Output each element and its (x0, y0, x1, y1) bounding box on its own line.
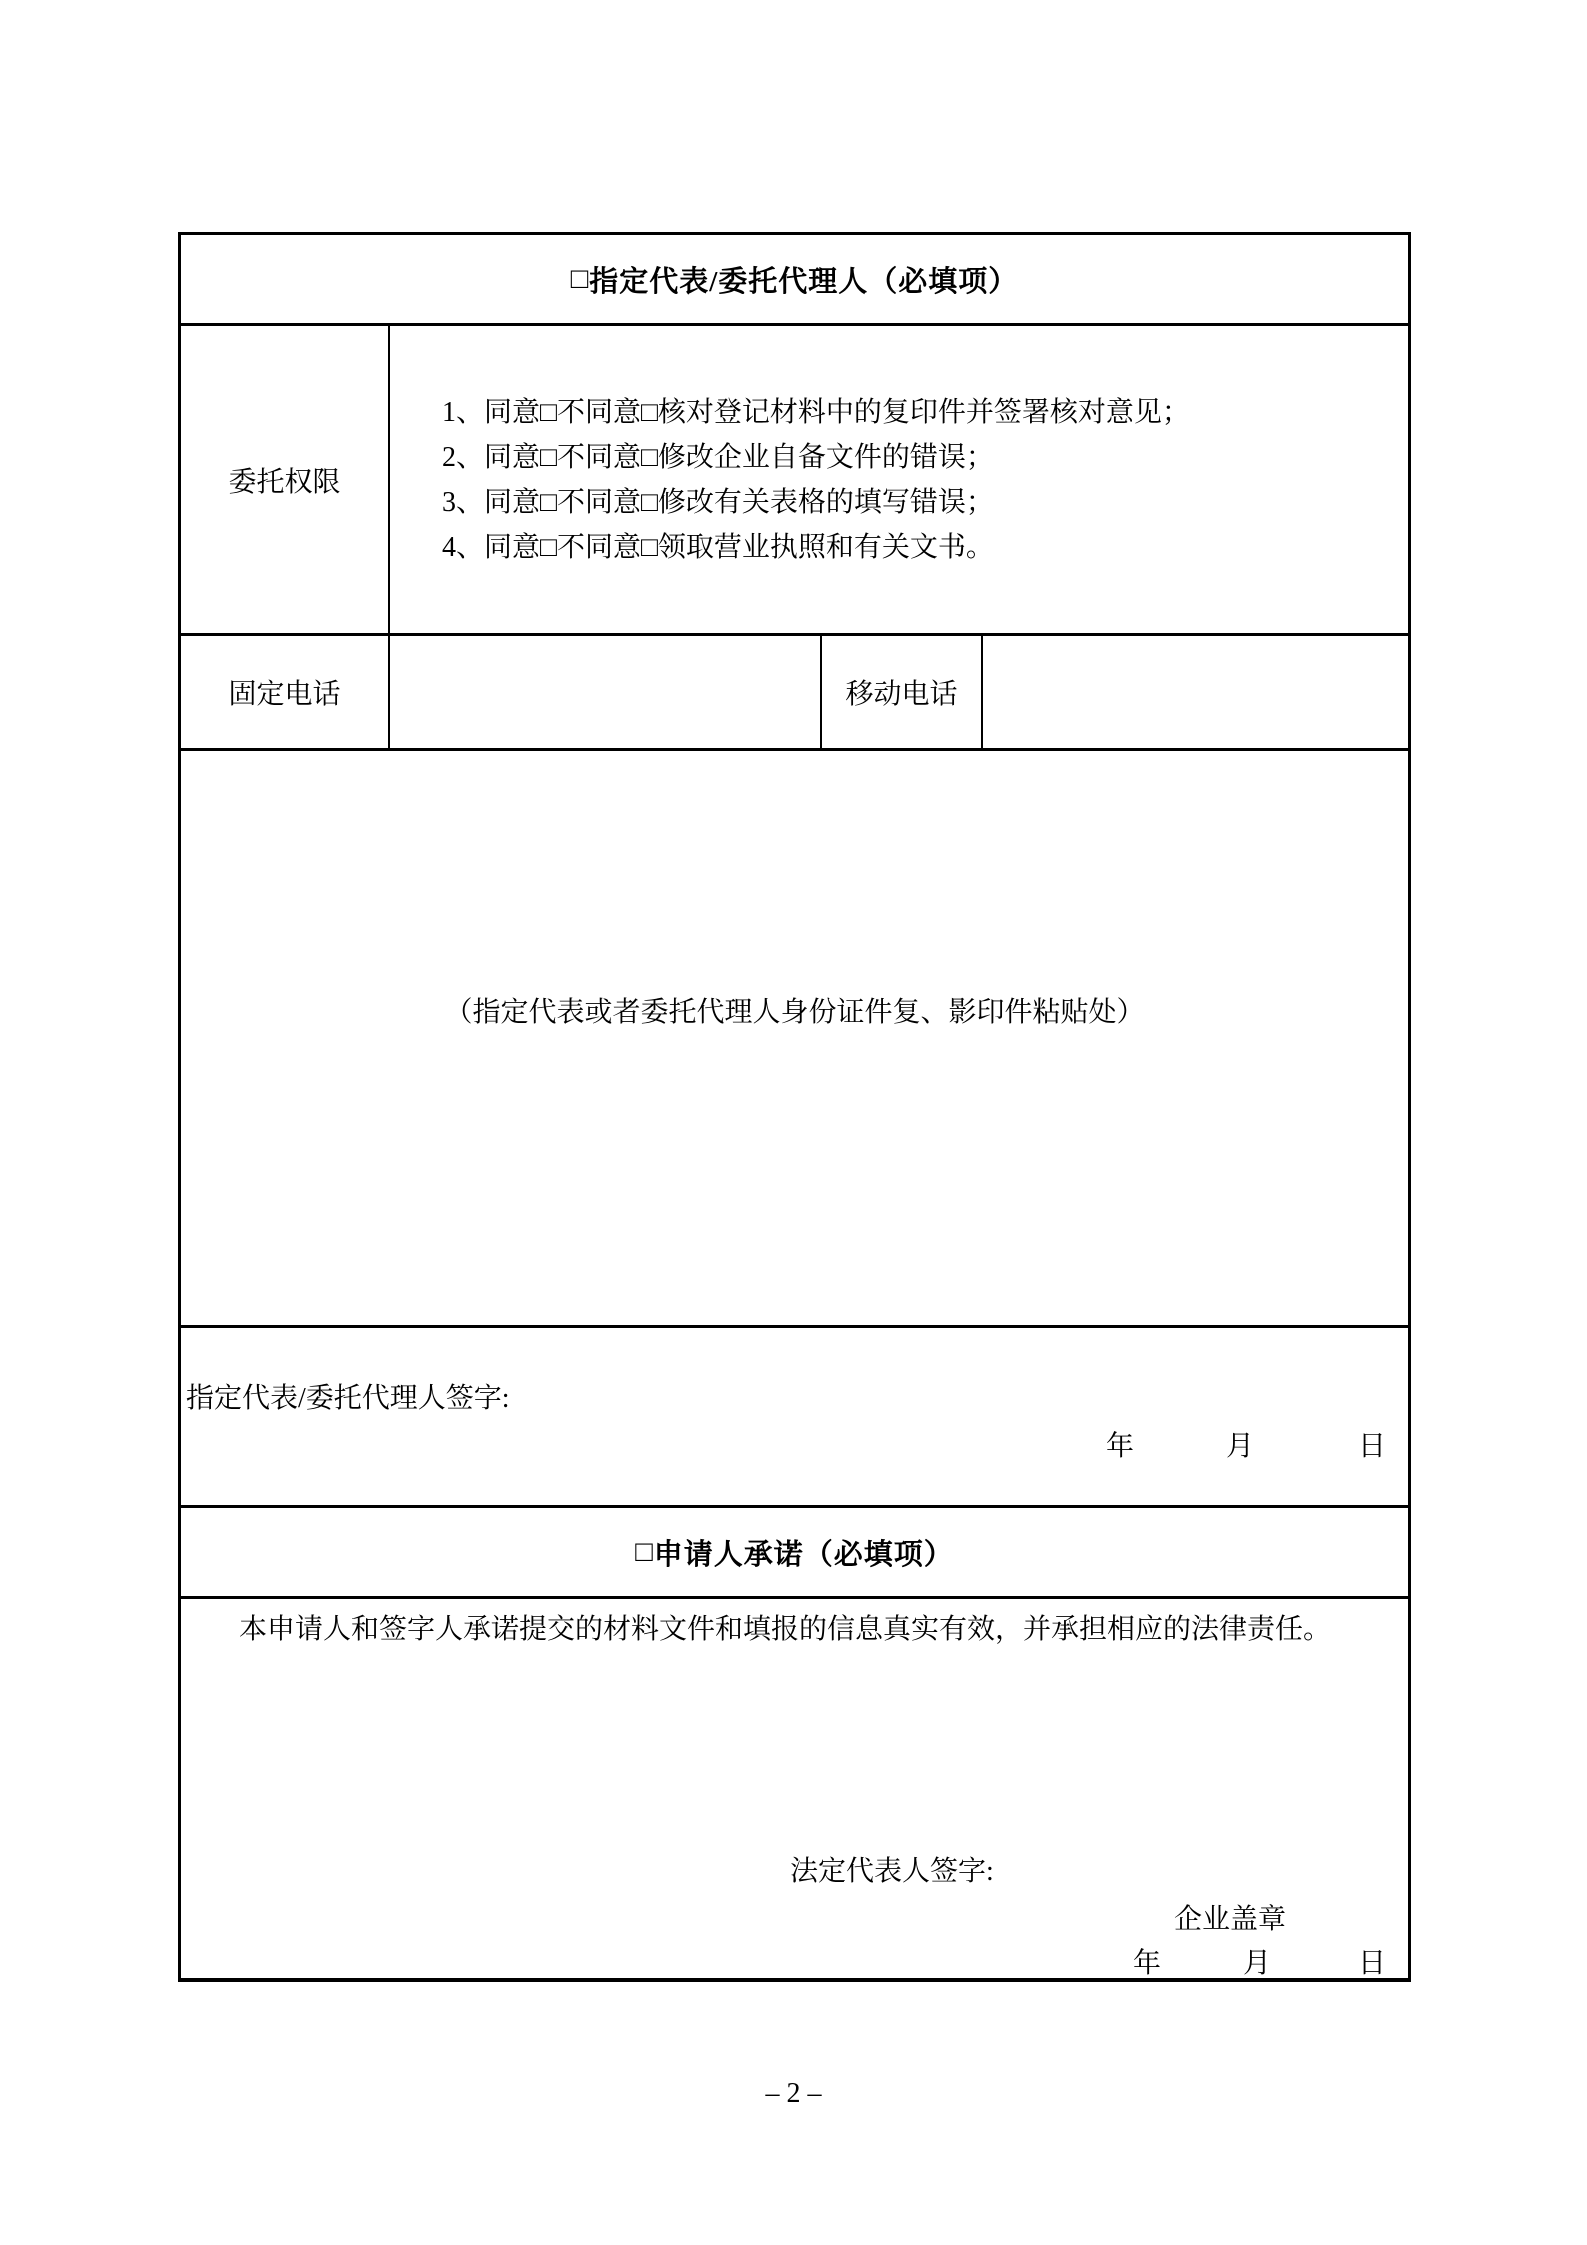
item-1-disagree-checkbox[interactable]: □ (640, 396, 658, 428)
item-4-disagree-checkbox[interactable]: □ (640, 531, 658, 563)
item-3-disagree-label: 不同意 (556, 486, 641, 518)
applicant-commitment-row (181, 1596, 1408, 1978)
delegation-item-3 (442, 480, 1408, 525)
item-4-number: 4、 (442, 531, 485, 563)
item-4-disagree-label: 不同意 (556, 531, 641, 563)
item-3-agree-checkbox[interactable]: □ (540, 486, 557, 518)
legal-representative-signature-label: 法定代表人签字: (790, 1856, 994, 1887)
section1-title-row (181, 235, 1408, 323)
item-2-agree-label: 同意 (484, 441, 541, 473)
delegation-item-1 (442, 390, 1408, 435)
item-2-disagree-checkbox[interactable]: □ (640, 441, 658, 473)
delegation-authority-items (390, 326, 1408, 633)
item-3-number: 3、 (442, 486, 485, 518)
section1-title-checkbox[interactable]: □ (570, 262, 590, 295)
delegation-authority-label: 委托权限 (181, 326, 390, 633)
signature-month-label: 月 (1226, 1431, 1255, 1462)
commitment-statement: 本申请人和签字人承诺提交的材料文件和填报的信息真实有效，并承担相应的法律责任。 (239, 1614, 1332, 1645)
section2-title-row (181, 1505, 1408, 1596)
page-number: – 2 – (765, 2078, 822, 2109)
representative-signature-row[interactable] (181, 1325, 1408, 1505)
delegation-item-2 (442, 435, 1408, 480)
section1-title: 指定代表/委托代理人（必填项） (589, 265, 1019, 298)
commitment-year-label: 年 (1133, 1948, 1162, 1979)
phone-row (181, 633, 1408, 748)
signature-year-label: 年 (1106, 1431, 1135, 1462)
item-1-number: 1、 (442, 396, 485, 428)
item-2-number: 2、 (442, 441, 485, 473)
delegation-item-4 (442, 525, 1408, 570)
item-2-agree-checkbox[interactable]: □ (540, 441, 557, 473)
item-3-disagree-checkbox[interactable]: □ (640, 486, 658, 518)
item-1-action-text: 核对登记材料中的复印件并签署核对意见； (657, 396, 1190, 428)
item-1-agree-label: 同意 (484, 396, 541, 428)
fixed-phone-label: 固定电话 (181, 636, 390, 748)
item-3-action-text: 修改有关表格的填写错误； (657, 486, 994, 518)
section2-title: 申请人承诺（必填项） (653, 1538, 954, 1571)
commitment-month-label: 月 (1243, 1948, 1272, 1979)
id-paste-note: （指定代表或者委托代理人身份证件复、影印件粘贴处） (444, 997, 1145, 1028)
signature-day-label: 日 (1358, 1431, 1387, 1462)
item-4-agree-label: 同意 (484, 531, 541, 563)
representative-signature-label: 指定代表/委托代理人签字: (186, 1383, 510, 1414)
mobile-phone-input-cell[interactable] (983, 636, 1408, 748)
item-3-agree-label: 同意 (484, 486, 541, 518)
commitment-day-label: 日 (1358, 1948, 1387, 1979)
item-4-action-text: 领取营业执照和有关文书。 (657, 531, 994, 563)
item-1-agree-checkbox[interactable]: □ (540, 396, 557, 428)
delegation-authority-row (181, 323, 1408, 633)
item-1-disagree-label: 不同意 (556, 396, 641, 428)
item-4-agree-checkbox[interactable]: □ (540, 531, 557, 563)
item-2-action-text: 修改企业自备文件的错误； (657, 441, 994, 473)
section2-title-checkbox[interactable]: □ (635, 1535, 654, 1568)
fixed-phone-input-cell[interactable] (390, 636, 822, 748)
company-seal-label: 企业盖章 (1174, 1904, 1287, 1935)
mobile-phone-label: 移动电话 (822, 636, 983, 748)
id-document-paste-area[interactable] (181, 748, 1408, 1325)
item-2-disagree-label: 不同意 (556, 441, 641, 473)
registration-form-table (178, 232, 1411, 1982)
